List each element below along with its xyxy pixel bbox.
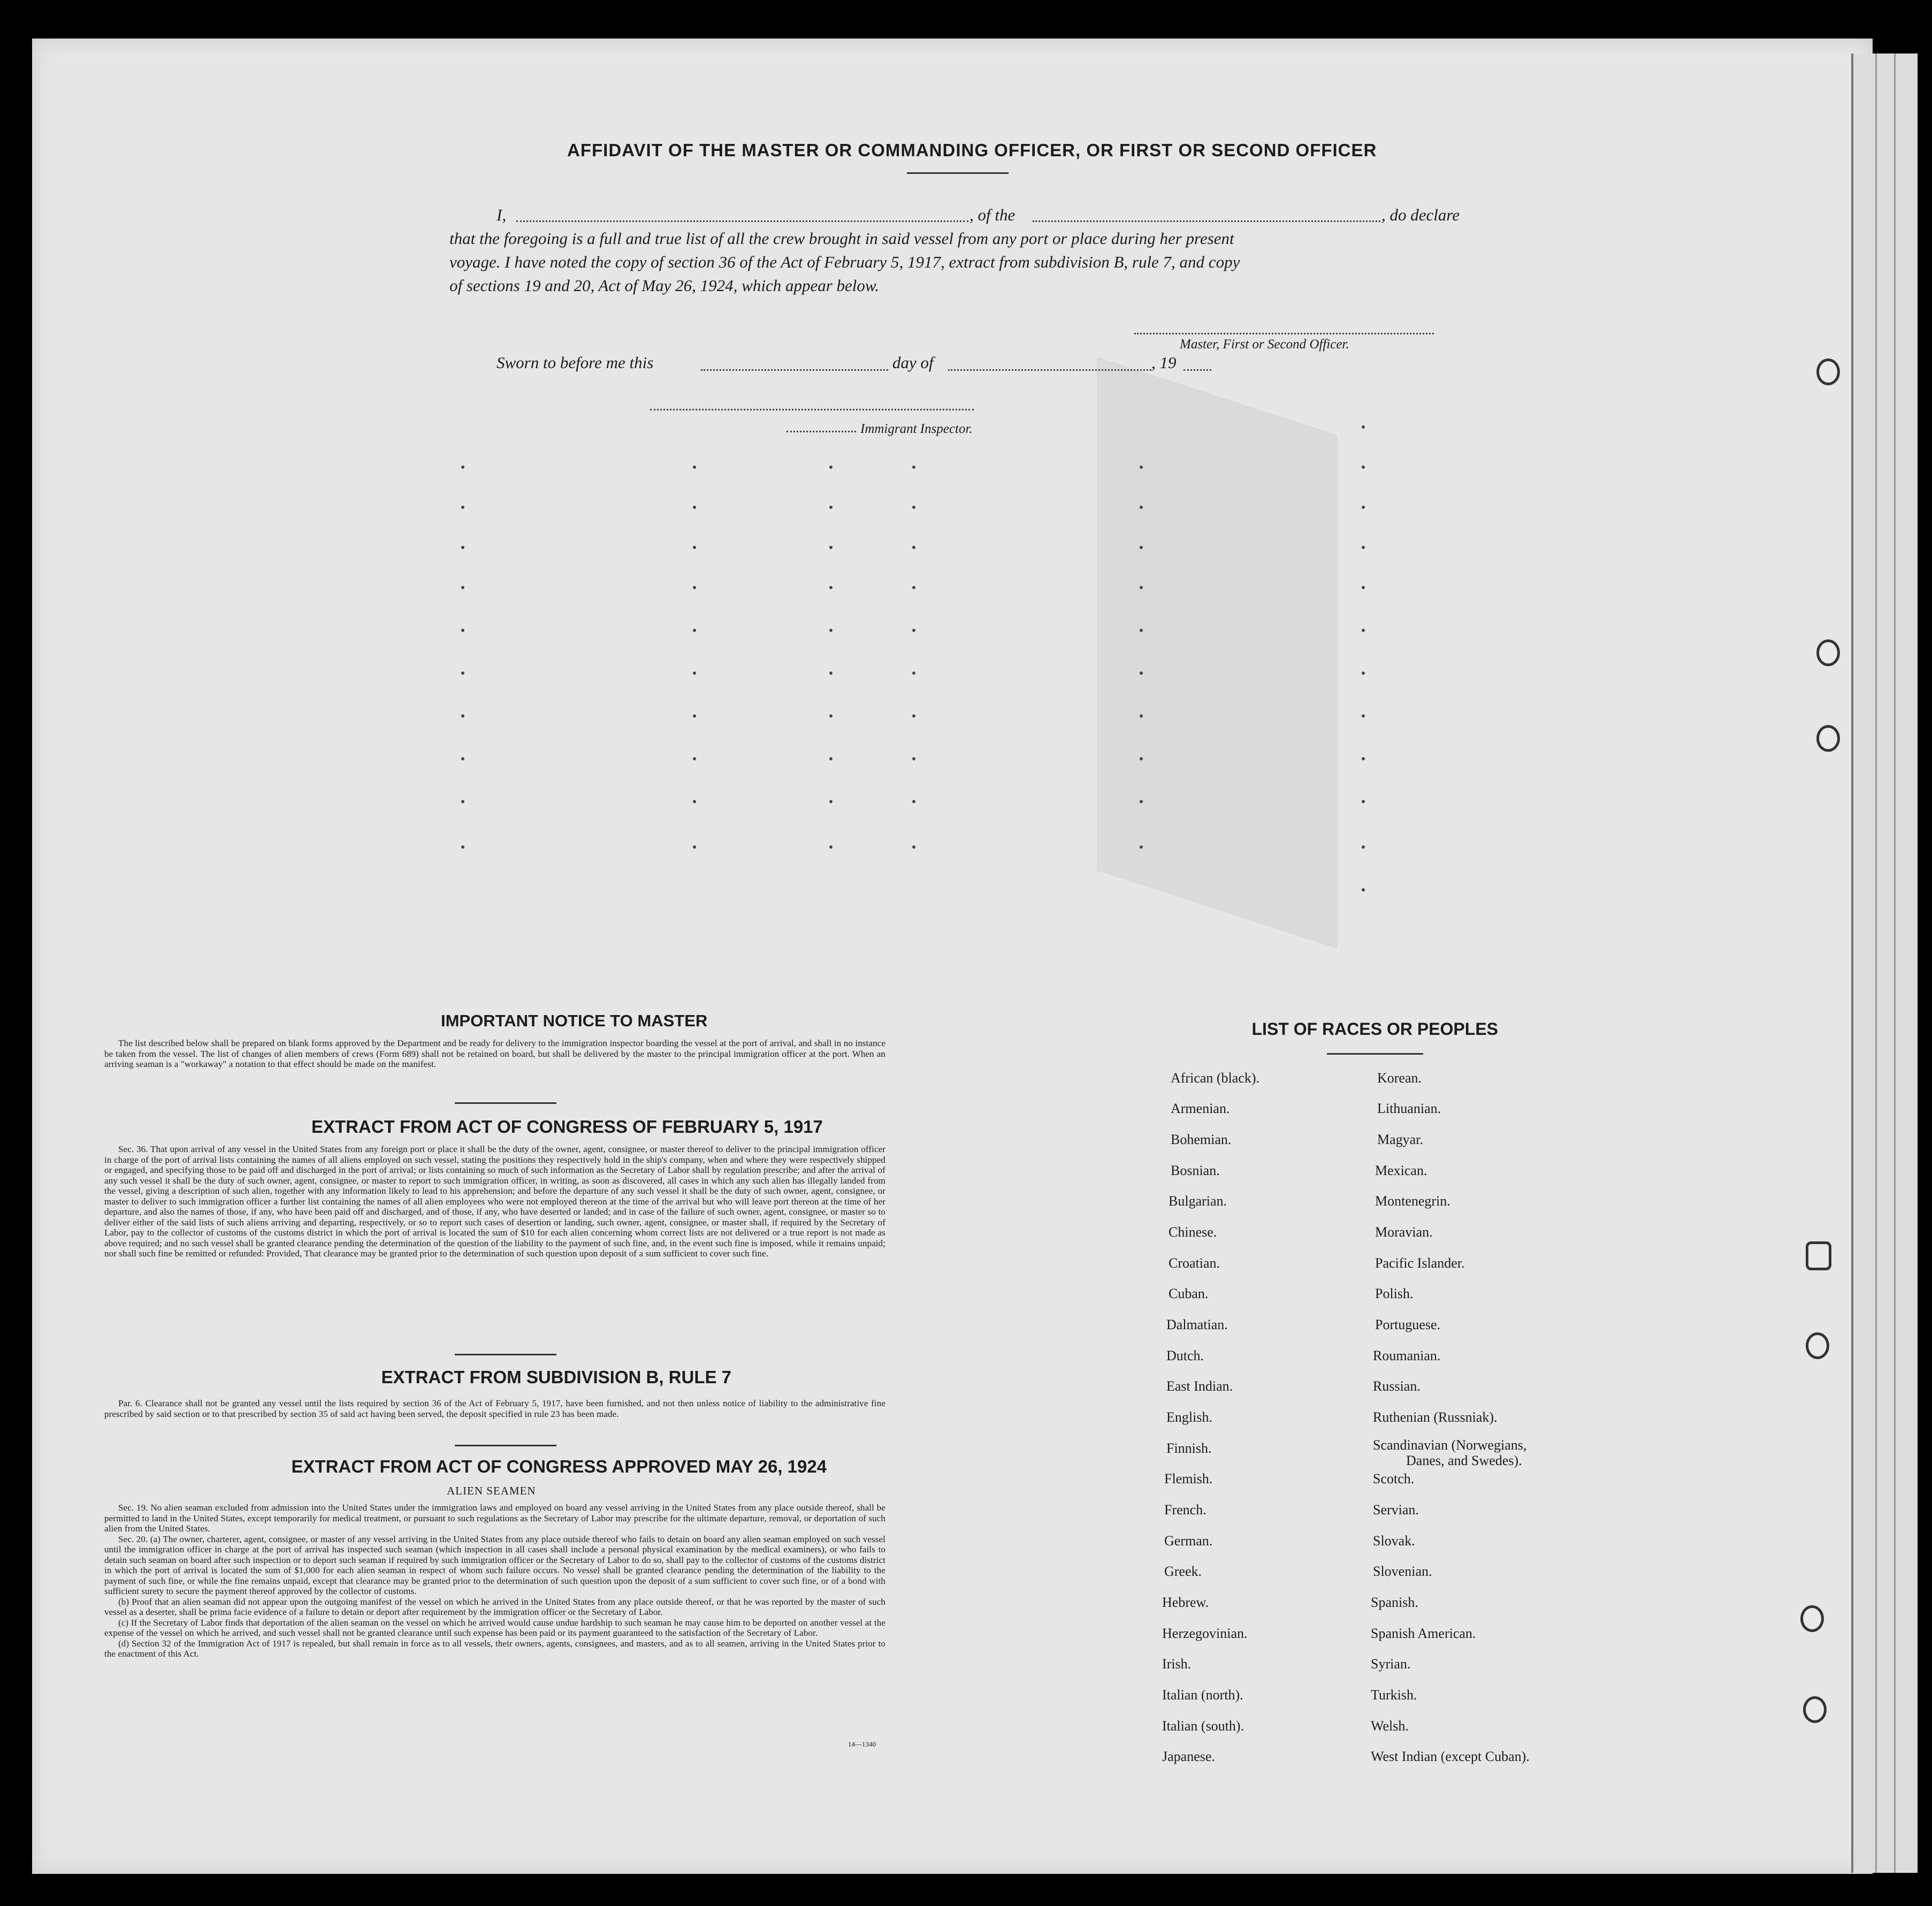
affidavit-line-2: voyage. I have noted the copy of section 36 of the Act of February 5, 1917, extract from subdivision B, rule 7, and copy <box>449 253 1240 271</box>
race-item: Polish. <box>1375 1286 1414 1301</box>
race-item: Dalmatian. <box>1166 1317 1228 1332</box>
race-item: German. <box>1164 1533 1213 1549</box>
bleed-through-shade <box>1097 357 1338 949</box>
bleed-through-dot <box>1362 800 1365 803</box>
bleed-through-dot <box>829 506 833 509</box>
race-item: French. <box>1164 1502 1206 1518</box>
extract-1917-body: Sec. 36. That upon arrival of any vessel in the United States from any foreign port or place it shall be the duty of the owner, agent, consignee, or master thereof to deliver to the principal immigration officer in charge of the port of arrival lists containing the names of all aliens employed on such vessel, stating the positions they respectively hold in the ship's company, when and where they were respectively shipped or engaged, and specifying those to be paid off and discharged in the port of arrival; or lists containing so much of such information as the Secretary of Labor shall by regulation prescribe; and after the arrival of any such vessel it shall be the duty of such owner, agent, consignee, or master to report to such immigration officer, in writing, as soon as discovered, all cases in which any such alien has illegally landed from the vessel, giving a description of such alien, together with any information likely to lead to his apprehension; and before the departure of any such vessel it shall be the duty of such owner, agent, consignee, or master to deliver to such immigration officer a further list containing the names of all alien employees who were not employed thereon at the time of the arrival but who will leave port thereon at the time of her departure, and also the names of those, if any, who have been paid off and discharged, and of those, if any, who have deserted or landed; and in case of the failure of such owner, agent, consignee, or master so to deliver either of the said lists of such aliens arriving and departing, respectively, or so to report such cases of desertion or landing, such owner, agent, consignee, or master shall, if required by the Secretary of Labor, pay to the collector of customs of the customs district in which the port of arrival is located the sum of $10 for each alien concerning whom correct lists are not delivered or a true report is not made as above required; and no such vessel shall be granted clearance pending the determination of the question of the liability to the payment of such fine, and, in the event such fine is imposed, while it remains unpaid; nor shall such fine be remitted or refunded: Provided, That clearance may be granted prior to the determination of such question upon deposit of a sum sufficient to cover such fine. <box>104 1144 885 1259</box>
edge-line <box>1875 54 1877 1873</box>
alien-seamen-subtitle: ALIEN SEAMEN <box>447 1484 536 1497</box>
bleed-through-dot <box>1140 506 1143 509</box>
race-item: Moravian. <box>1375 1224 1433 1240</box>
race-item: Spanish. <box>1371 1595 1418 1610</box>
bleed-through-dot <box>693 845 696 849</box>
bleed-through-dot <box>461 466 464 469</box>
extract-1924-body: Sec. 19. No alien seaman excluded from admission into the United States under the immigration laws and employed on board any vessel arriving in the United States from any place outside thereof, shall be permitted to land in the United States, except temporarily for medical treatment, or pursuant to such regulations as the Secretary of Labor may prescribe for the ultimate departure, removal, or deportation of such alien from the United States. Sec. 20. (a) The owner, charterer, agent, consignee, or master of any vessel arriving in the United States from any place outside thereof who fails to detain on board any alien seaman employed on such vessel until the immigration officer in charge at the port of arrival has inspected such seaman (which inspection in all cases shall include a personal physical examination by the medical examiners), or who fails to detain such seaman on board after such inspection or to deport such seaman if required by such immigration officer or the Secretary of Labor to do so, shall pay to the collector of customs of the customs district in which the port of arrival is located the sum of $1,000 for each alien seaman in respect of whom such failure occurs. No vessel shall be granted clearance pending the determination of the liability to the payment of such fine, or while the fine remains unpaid, except that clearance may be granted prior to the determination of such question upon the deposit of a sum sufficient to cover such fine, or of a bond with sufficient surety to secure the payment thereof approved by the collector of customs. (b) Proof that an alien seaman did not appear upon the outgoing manifest of the vessel on which he arrived in the United States from any place outside thereof, or that he was reported by the master of such vessel as a deserter, shall be prima facie evidence of a failure to detain or deport after requirement by the immigration officer or the Secretary of Labor. (c) If the Secretary of Labor finds that deportation of the alien seaman on the vessel on which he arrived would cause undue hardship to such seaman he may cause him to be deported on another vessel at the expense of the vessel on which he arrived, and such vessel shall not be granted clearance until such expense has been paid or its payment guaranteed to the satisfaction of the Secretary of Labor. (d) Section 32 of the Immigration Act of 1917 is repealed, but shall remain in force as to all vessels, their owners, agents, consignees, and masters, and as to all seamen, arriving in the United States prior to the enactment of this Act. <box>104 1503 885 1659</box>
bleed-through-dot <box>829 546 833 549</box>
race-item: English. <box>1166 1409 1212 1425</box>
bleed-through-dot <box>829 466 833 469</box>
bleed-through-dot <box>829 757 833 760</box>
race-item: Scandinavian (Norwegians, <box>1373 1437 1527 1453</box>
bleed-through-dot <box>912 629 915 632</box>
affidavit-line-3: of sections 19 and 20, Act of May 26, 1924, which appear below. <box>449 276 880 295</box>
bleed-through-dot <box>1362 586 1365 589</box>
bleed-through-dot <box>693 800 696 803</box>
race-item: Italian (north). <box>1162 1687 1243 1703</box>
bleed-through-dot <box>693 546 696 549</box>
race-item: Hebrew. <box>1162 1595 1209 1610</box>
vessel-blank[interactable] <box>1033 220 1380 222</box>
bleed-through-dot <box>1140 757 1143 760</box>
bleed-through-dot <box>829 672 833 675</box>
race-item: African (black). <box>1171 1070 1260 1086</box>
race-item: Dutch. <box>1166 1348 1204 1363</box>
divider <box>455 1102 556 1104</box>
bleed-through-dot <box>461 629 464 632</box>
race-item: Slovak. <box>1373 1533 1415 1549</box>
bleed-through-dot <box>1140 546 1143 549</box>
bleed-through-dot <box>461 757 464 760</box>
bleed-through-dot <box>912 845 915 849</box>
bleed-through-dot <box>1140 714 1143 718</box>
race-item: Croatian. <box>1169 1255 1220 1271</box>
page-edge <box>1851 54 1918 1873</box>
race-item: Finnish. <box>1166 1440 1212 1456</box>
punch-hole <box>1800 1605 1824 1632</box>
divider <box>907 172 1009 174</box>
affidavit-i-label: I, <box>497 205 507 224</box>
race-item: Herzegovinian. <box>1162 1626 1248 1641</box>
race-item: Bulgarian. <box>1169 1193 1227 1209</box>
notice-body: The list described below shall be prepared on blank forms approved by the Department and be ready for delivery to the immigration inspector boarding the vessel at the port of arrival, and shall in no instance be taken from the vessel. The list of changes of alien members of crews (Form 689) shall not be retained on board, but shall be delivered by the master to the principal immigration officer at the port. When an arriving seaman is a "workaway" a notation to that effect should be made on the manifest. <box>104 1038 885 1069</box>
extract-1924-title: EXTRACT FROM ACT OF CONGRESS APPROVED MAY 26, 1924 <box>291 1457 827 1476</box>
rule-7-body: Par. 6. Clearance shall not be granted any vessel until the lists required by section 36 of the Act of February 5, 1917, have been furnished, and not then unless notice of liability to the administrative fine prescribed by said section or to that prescribed by section 35 of said act having been served, the deposit specified in rule 23 has been made. <box>104 1398 885 1419</box>
race-item: Japanese. <box>1162 1749 1215 1764</box>
bleed-through-dot <box>912 714 915 718</box>
bleed-through-dot <box>1362 672 1365 675</box>
bleed-through-dot <box>1140 845 1143 849</box>
race-item: Bosnian. <box>1171 1163 1220 1178</box>
bleed-through-dot <box>912 800 915 803</box>
punch-hole <box>1816 725 1840 752</box>
race-item-continuation: Danes, and Swedes). <box>1406 1453 1522 1468</box>
race-item: Chinese. <box>1169 1224 1217 1240</box>
bleed-through-dot <box>1140 672 1143 675</box>
sworn-day-blank[interactable] <box>701 369 888 371</box>
race-item: Lithuanian. <box>1377 1101 1441 1116</box>
notice-title: IMPORTANT NOTICE TO MASTER <box>441 1011 708 1030</box>
punch-hole <box>1806 1332 1829 1359</box>
bleed-through-dot <box>912 506 915 509</box>
bleed-through-dot <box>912 672 915 675</box>
bleed-through-dot <box>693 672 696 675</box>
race-item: Irish. <box>1162 1656 1192 1672</box>
sworn-month-blank[interactable] <box>948 369 1151 371</box>
bleed-through-dot <box>693 714 696 718</box>
race-item: East Indian. <box>1166 1378 1233 1394</box>
race-item: Ruthenian (Russniak). <box>1373 1409 1498 1425</box>
race-item: Welsh. <box>1371 1718 1409 1734</box>
race-item: Cuban. <box>1169 1286 1209 1301</box>
inspector-label: Immigrant Inspector. <box>860 422 973 436</box>
edge-line <box>1894 54 1896 1873</box>
race-item: Bohemian. <box>1171 1132 1232 1147</box>
race-item: Pacific Islander. <box>1375 1255 1465 1271</box>
affidavit-title: AFFIDAVIT OF THE MASTER OR COMMANDING OFFICER, OR FIRST OR SECOND OFFICER <box>567 140 1377 160</box>
bleed-through-dot <box>461 586 464 589</box>
bleed-through-dot <box>1140 466 1143 469</box>
race-item: Mexican. <box>1375 1163 1427 1178</box>
race-item: Korean. <box>1377 1070 1422 1086</box>
do-declare-label: , do declare <box>1381 205 1460 224</box>
bleed-through-dot <box>693 586 696 589</box>
races-title: LIST OF RACES OR PEOPLES <box>1251 1019 1498 1039</box>
race-item: Italian (south). <box>1162 1718 1244 1734</box>
race-item: Magyar. <box>1377 1132 1423 1147</box>
race-item: Roumanian. <box>1373 1348 1441 1363</box>
bleed-through-dot <box>829 800 833 803</box>
bleed-through-dot <box>912 466 915 469</box>
bleed-through-dot <box>1362 757 1365 760</box>
race-item: West Indian (except Cuban). <box>1371 1749 1530 1764</box>
bleed-through-dot <box>461 800 464 803</box>
race-item: Scotch. <box>1373 1471 1415 1486</box>
race-item: Slovenian. <box>1373 1564 1432 1579</box>
punch-hole <box>1816 359 1840 385</box>
master-signature-line[interactable] <box>1134 333 1434 334</box>
bleed-through-dot <box>693 757 696 760</box>
affidavit-line-1: that the foregoing is a full and true list of all the crew brought in said vessel from any port or place during her present <box>449 229 1234 248</box>
bleed-through-dot <box>912 757 915 760</box>
bleed-through-dot <box>1362 629 1365 632</box>
extract-1917-title: EXTRACT FROM ACT OF CONGRESS OF FEBRUARY 5, 1917 <box>311 1117 823 1137</box>
rule-7-title: EXTRACT FROM SUBDIVISION B, RULE 7 <box>381 1367 732 1387</box>
of-the-label: , of the <box>969 205 1015 224</box>
bleed-through-dot <box>1140 586 1143 589</box>
punch-hole <box>1806 1241 1831 1270</box>
bleed-through-dot <box>829 586 833 589</box>
bleed-through-dot <box>693 629 696 632</box>
bleed-through-dot <box>1362 425 1365 429</box>
form-number: 14—1340 <box>848 1740 876 1748</box>
day-of-label: day of <box>892 353 934 372</box>
race-item: Turkish. <box>1371 1687 1417 1703</box>
race-item: Flemish. <box>1164 1471 1213 1486</box>
race-item: Portuguese. <box>1375 1317 1441 1332</box>
bleed-through-dot <box>1140 800 1143 803</box>
bleed-through-dot <box>829 845 833 849</box>
bleed-through-dot <box>1362 466 1365 469</box>
bleed-through-dot <box>461 845 464 849</box>
master-signature-label: Master, First or Second Officer. <box>1180 337 1349 352</box>
punch-hole <box>1803 1696 1827 1723</box>
divider <box>455 1354 556 1355</box>
bleed-through-dot <box>693 466 696 469</box>
race-item: Armenian. <box>1171 1101 1230 1116</box>
race-item: Syrian. <box>1371 1656 1411 1672</box>
bleed-through-dot <box>829 629 833 632</box>
sworn-label: Sworn to before me this <box>497 353 654 372</box>
bleed-through-dot <box>1362 888 1365 891</box>
race-item: Montenegrin. <box>1375 1193 1450 1209</box>
name-blank[interactable] <box>516 220 968 222</box>
race-item: Spanish American. <box>1371 1626 1476 1641</box>
bleed-through-dot <box>461 546 464 549</box>
bleed-through-dot <box>693 506 696 509</box>
bleed-through-dot <box>829 714 833 718</box>
bleed-through-dot <box>1362 845 1365 849</box>
year-label: , 19 <box>1151 353 1177 372</box>
bleed-through-dot <box>1362 546 1365 549</box>
bleed-through-dot <box>1362 506 1365 509</box>
bleed-through-dot <box>912 586 915 589</box>
race-item: Russian. <box>1373 1378 1421 1394</box>
bleed-through-dot <box>461 506 464 509</box>
inspector-lead-dots <box>786 431 856 432</box>
divider <box>1327 1053 1423 1055</box>
race-item: Servian. <box>1373 1502 1419 1518</box>
bleed-through-dot <box>1140 629 1143 632</box>
divider <box>455 1445 556 1446</box>
sworn-year-blank[interactable] <box>1183 369 1211 371</box>
punch-hole <box>1816 639 1840 666</box>
bleed-through-dot <box>461 714 464 718</box>
inspector-signature-line[interactable] <box>650 409 974 410</box>
bleed-through-dot <box>461 672 464 675</box>
race-item: Greek. <box>1164 1564 1202 1579</box>
bleed-through-dot <box>1362 714 1365 718</box>
bleed-through-dot <box>912 546 915 549</box>
